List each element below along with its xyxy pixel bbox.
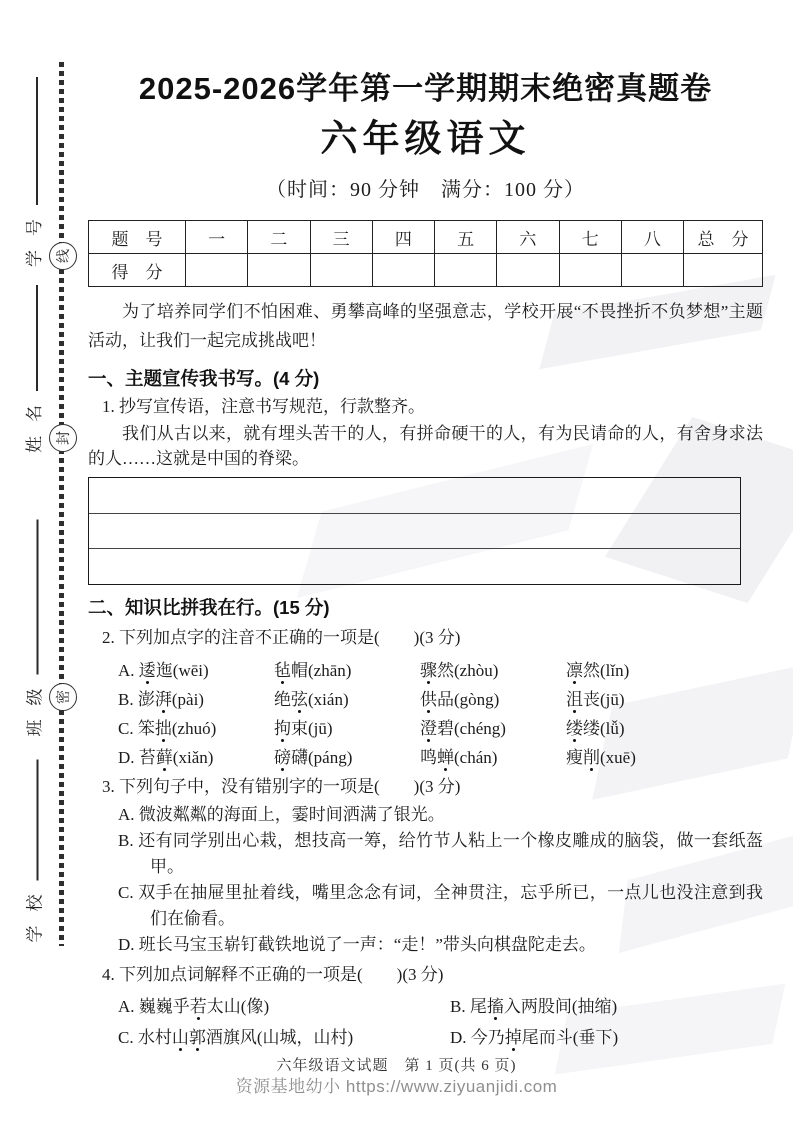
score-table-cell: 题 号: [89, 221, 186, 254]
q2-option-item: 供品(gòng): [420, 685, 566, 710]
q3-options: [88, 802, 763, 958]
q2-option-item: 鸣蝉(chán): [420, 743, 566, 768]
score-table-cell: 五: [435, 221, 497, 254]
emphasis-dot-char: 弦: [291, 685, 308, 710]
emphasis-dot-char: 供: [420, 685, 437, 710]
q2-option-item: 骤然(zhòu): [420, 656, 566, 681]
score-table-cell: 六: [497, 221, 559, 254]
fill-blank-line: [37, 520, 39, 675]
score-table-cell: 四: [372, 221, 434, 254]
footer-page-number: 六年级语文试题 第 1 页(共 6 页): [276, 1058, 517, 1074]
score-table-empty-cell: [435, 254, 497, 287]
fill-blank-line: [36, 77, 38, 205]
score-table-cell: 总 分: [684, 221, 763, 254]
seal-circle-xian: [49, 242, 77, 270]
score-table-empty-cell: [621, 254, 683, 287]
intro-paragraph: 为了培养同学们不怕困难、勇攀高峰的坚强意志，学校开展“不畏挫折不负梦想”主题活动，让我们一起完成挑战吧！: [88, 302, 763, 351]
emphasis-dot-char: 澄: [420, 714, 437, 739]
q3-stem: 3. 下列句子中，没有错别字的一项是( )(3 分): [102, 776, 461, 796]
q2-option-letter: B.: [118, 689, 138, 709]
q2-option-item: 磅礴(páng): [274, 743, 420, 768]
q2-option-item: 缕缕(lǚ): [566, 714, 763, 739]
student-id-field: [19, 77, 45, 267]
q2-option-item: 凛然(lǐn): [566, 656, 763, 681]
seal-char: 线: [57, 249, 72, 263]
q4-option: B. 尾搐入两股间(抽缩): [450, 992, 763, 1017]
emphasis-dot-char: 沮: [566, 685, 583, 710]
emphasis-dot-char: 毡: [274, 656, 291, 681]
q2-option-item: 毡帽(zhān): [274, 656, 420, 681]
seal-char: 密: [57, 690, 72, 704]
student-name-label: 姓名: [24, 391, 44, 453]
score-table-empty-cell: [559, 254, 621, 287]
q2-option-item: A. 逶迤(wēi): [118, 656, 274, 681]
q4-stem: 4. 下列加点词解释不正确的一项是( )(3 分): [102, 965, 444, 985]
q2-option-row: [118, 683, 763, 712]
time-and-score-line: （时间：90 分钟 满分：100 分）: [266, 179, 585, 202]
score-table-empty-cell: [372, 254, 434, 287]
score-table-empty-cell: [186, 254, 248, 287]
source-url[interactable]: https://www.ziyuanjidi.com: [345, 1077, 558, 1096]
q4-option: D. 今乃掉尾而斗(垂下): [450, 1023, 763, 1048]
q2-option-item: C. 笨拙(zhuó): [118, 714, 274, 739]
score-table-empty-cell: [248, 254, 310, 287]
source-site-name: 资源基地幼小: [235, 1077, 341, 1096]
score-table-empty-cell: [497, 254, 559, 287]
copy-quote-paragraph: 我们从古以来，就有埋头苦干的人，有拼命硬干的人，有为民请命的人，有舍身求法的人……这就是中国的脊梁。: [88, 423, 763, 469]
seal-circle-feng: [49, 424, 77, 452]
emphasis-dot-char: 拘: [274, 714, 291, 739]
q2-option-row: [118, 654, 763, 683]
seal-circle-mi: [49, 683, 77, 711]
emphasis-dot-char: 拙: [155, 714, 172, 739]
emphasis-dot-char: 山: [172, 1023, 189, 1048]
q2-option-letter: C.: [118, 718, 138, 738]
emphasis-dot-char: 磅: [274, 743, 291, 768]
q2-options: [118, 654, 763, 770]
score-table-header-row: [89, 221, 763, 254]
section1-heading: 一、主题宣传我书写。(4 分): [88, 367, 320, 389]
q3-option: A. 微波粼粼的海面上，霎时间洒满了银光。: [118, 805, 445, 825]
paper-title-line2: 六年级语文: [320, 117, 531, 159]
q4-option: C. 水村山郭酒旗风(山城，山村): [118, 1023, 450, 1048]
emphasis-dot-char: 逶: [139, 656, 156, 681]
q2-option-item: B. 澎湃(pài): [118, 685, 274, 710]
fill-blank-line: [37, 760, 39, 881]
emphasis-dot-char: 缕: [566, 714, 583, 739]
score-table-cell: 得 分: [89, 254, 186, 287]
school-field: [20, 760, 46, 943]
q4-options: [118, 992, 763, 1048]
score-table-empty-cell: [684, 254, 763, 287]
paper-content: [88, 0, 763, 1048]
emphasis-dot-char: 凛: [566, 656, 583, 681]
score-table-cell: 二: [248, 221, 310, 254]
section1-item1: 1. 抄写宣传语，注意书写规范，行款整齐。: [102, 397, 425, 417]
writing-box-line: [89, 548, 740, 549]
q3-option: B. 还有同学别出心栽，想技高一筹，给竹节人粘上一个橡皮雕成的脑袋，做一套纸盔甲。: [118, 831, 763, 877]
q2-option-item: 澄碧(chéng): [420, 714, 566, 739]
q2-option-letter: D.: [118, 747, 139, 767]
q2-option-item: 瘦削(xuē): [566, 743, 763, 768]
score-table: [88, 220, 763, 287]
q2-option-item: 沮丧(jū): [566, 685, 763, 710]
student-id-label: 学号: [24, 205, 44, 267]
seal-dashed-line: [59, 62, 64, 946]
class-field: [20, 520, 46, 737]
q2-option-item: D. 苔藓(xiǎn): [118, 743, 274, 768]
emphasis-dot-char: 若: [190, 992, 207, 1017]
q2-option-row: [118, 741, 763, 770]
emphasis-dot-char: 郭: [189, 1023, 206, 1048]
writing-box-line: [89, 513, 740, 514]
seal-char: 封: [57, 431, 72, 445]
score-table-cell: 一: [186, 221, 248, 254]
emphasis-dot-char: 蝉: [437, 743, 454, 768]
emphasis-dot-char: 搐: [487, 992, 504, 1017]
q2-option-row: [118, 712, 763, 741]
fill-blank-line: [36, 285, 38, 391]
q3-option: C. 双手在抽屉里扯着线，嘴里念念有词，全神贯注，忘乎所已，一点儿也没注意到我们在偷看。: [118, 883, 763, 929]
q2-stem: 2. 下列加点字的注音不正确的一项是( )(3 分): [102, 628, 461, 648]
q3-option: D. 班长马宝玉崭钉截铁地说了一声：“走！”带头向棋盘陀走去。: [118, 935, 596, 955]
q4-option: A. 巍巍乎若太山(像): [118, 992, 450, 1017]
q2-option-item: 拘束(jū): [274, 714, 420, 739]
page-footer: [0, 1054, 793, 1097]
student-name-field: [19, 285, 45, 453]
score-table-score-row: [89, 254, 763, 287]
emphasis-dot-char: 藓: [156, 743, 173, 768]
school-label: 学校: [25, 880, 44, 943]
score-table-empty-cell: [310, 254, 372, 287]
writing-answer-box[interactable]: [88, 477, 741, 585]
class-label: 班级: [25, 674, 44, 737]
emphasis-dot-char: 掉: [505, 1023, 522, 1048]
emphasis-dot-char: 骤: [420, 656, 437, 681]
q2-option-item: 绝弦(xián): [274, 685, 420, 710]
score-table-cell: 三: [310, 221, 372, 254]
q2-option-letter: A.: [118, 660, 139, 680]
emphasis-dot-char: 湃: [155, 685, 172, 710]
emphasis-dot-char: 削: [583, 743, 600, 768]
paper-title-line1: 2025-2026学年第一学期期末绝密真题卷: [138, 71, 713, 106]
section2-heading: 二、知识比拼我在行。(15 分): [88, 596, 330, 618]
score-table-cell: 七: [559, 221, 621, 254]
source-watermark: [0, 1072, 793, 1097]
score-table-cell: 八: [621, 221, 683, 254]
